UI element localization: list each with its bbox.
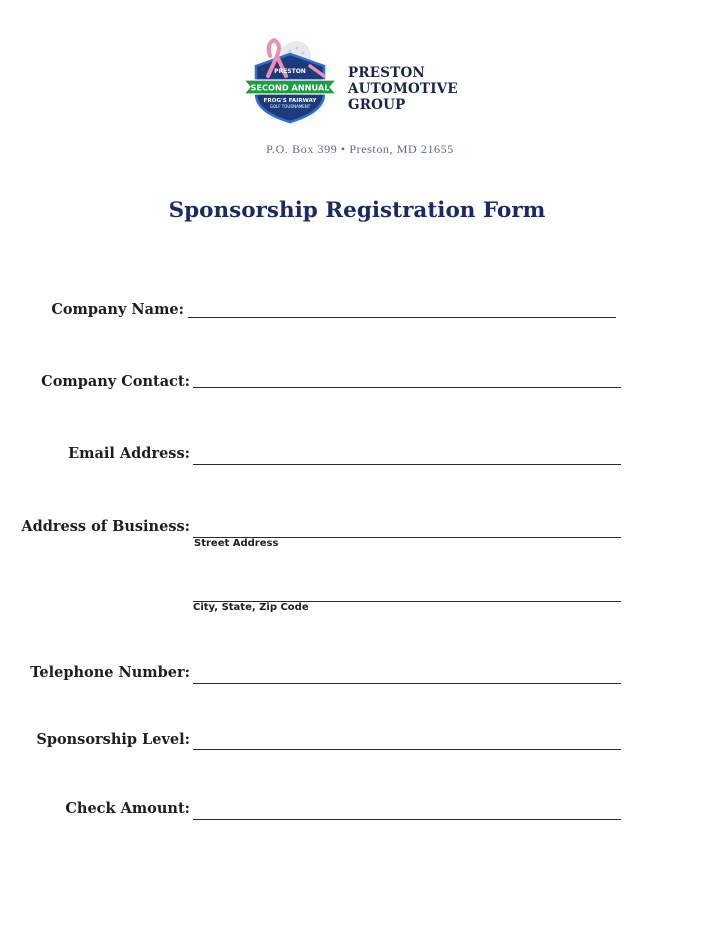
business-address-label: Address of Business: [21, 518, 190, 535]
mailing-address: P.O. Box 399 • Preston, MD 21655 [266, 142, 454, 156]
telephone-number-field[interactable] [193, 683, 621, 684]
street-address-hint: Street Address [194, 538, 279, 549]
check-amount-label: Check Amount: [65, 800, 190, 817]
sponsorship-level-field[interactable] [193, 749, 621, 750]
city-state-zip-hint: City, State, Zip Code [193, 602, 309, 613]
company-contact-field[interactable] [193, 387, 621, 388]
check-amount-field[interactable] [193, 819, 621, 820]
org-name-line-2: AUTOMOTIVE [348, 81, 458, 97]
company-name-field[interactable] [188, 317, 616, 318]
sponsorship-level-label: Sponsorship Level: [36, 731, 190, 748]
letterhead [240, 36, 500, 126]
frogs-fairway-tournament-logo-icon [240, 36, 340, 126]
company-contact-label: Company Contact: [41, 373, 190, 390]
logo-line2-text: GOLF TOURNAMENT [269, 104, 311, 109]
organization-name [348, 65, 458, 113]
company-name-label: Company Name: [51, 301, 184, 318]
logo-banner-text: SECOND ANNUAL [250, 82, 330, 93]
logo-line1-text: FROG'S FAIRWAY [263, 98, 317, 104]
email-address-field[interactable] [193, 464, 621, 465]
form-title: Sponsorship Registration Form [168, 198, 546, 223]
email-address-label: Email Address: [68, 445, 190, 462]
org-name-line-1: PRESTON [348, 65, 425, 81]
logo-brand-text: PRESTON [274, 68, 306, 75]
org-name-line-3: GROUP [348, 97, 406, 113]
telephone-number-label: Telephone Number: [30, 664, 190, 681]
